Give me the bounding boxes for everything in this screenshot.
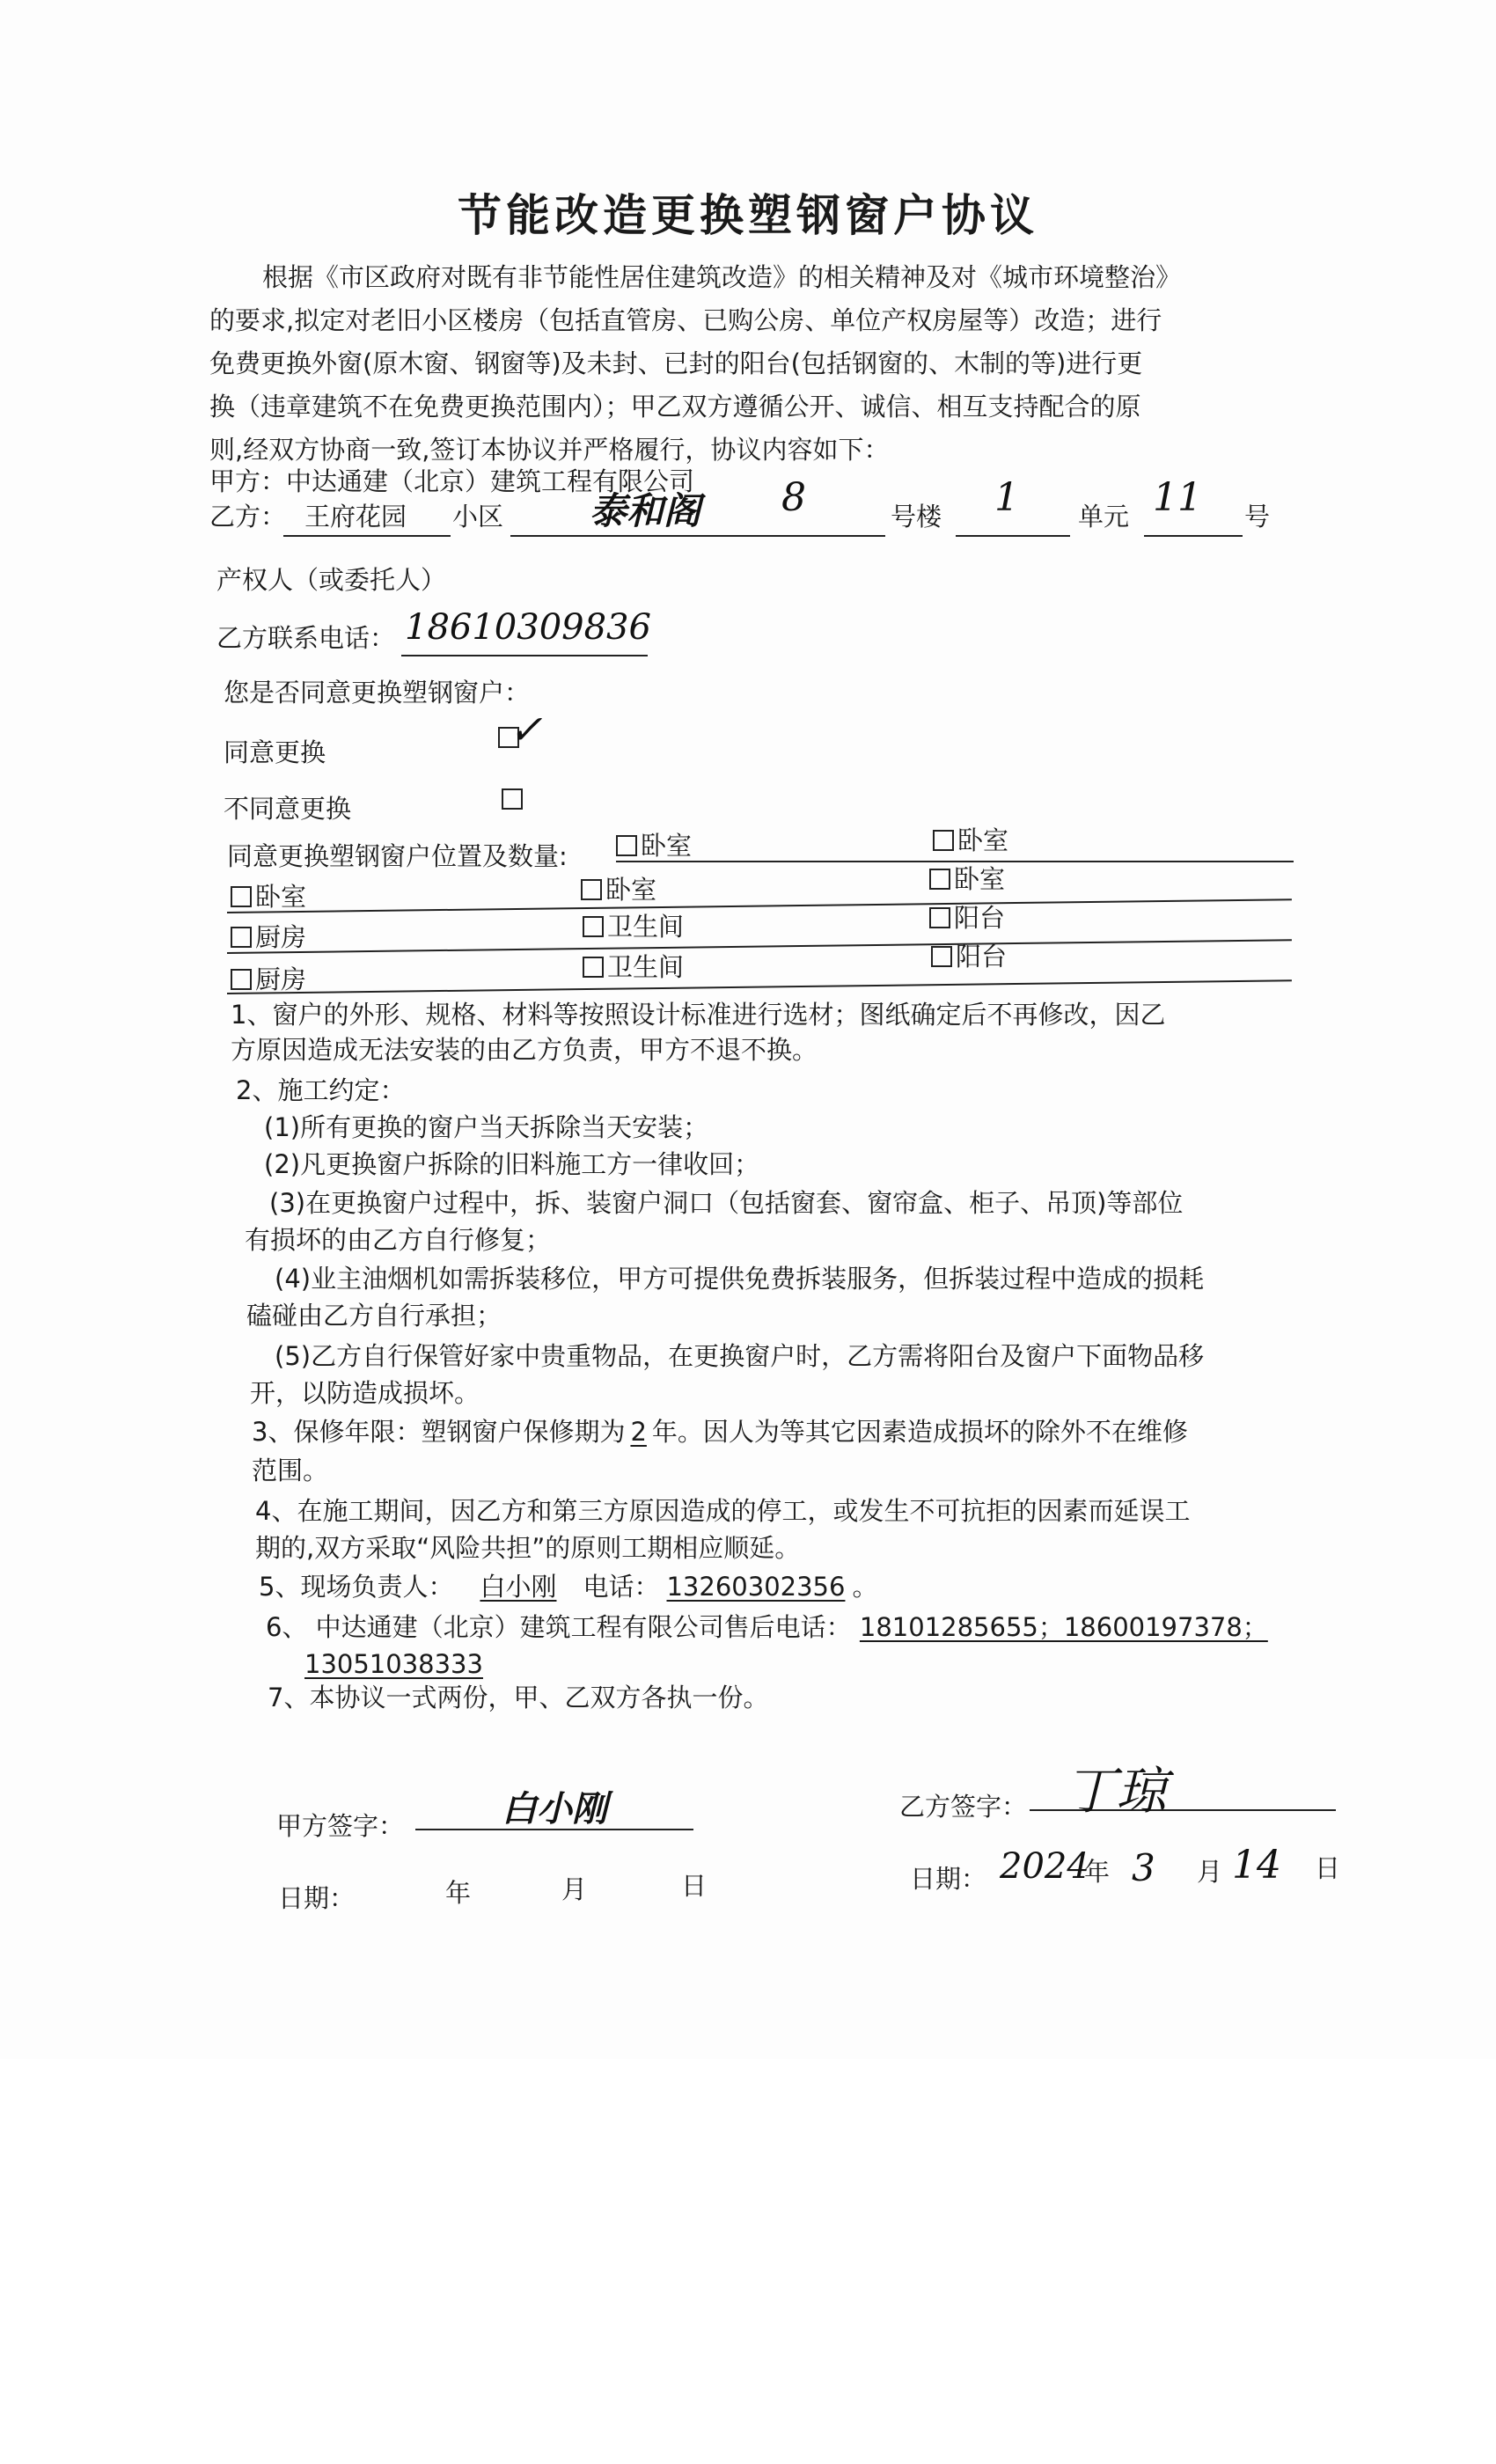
clause-2-4-line: 磕碰由乙方自行承担；	[246, 1301, 502, 1331]
clause-2-heading: 2、施工约定：	[236, 1075, 406, 1105]
clause-2-4-line: (4)业主油烟机如需拆装移位，甲方可提供免费拆装服务，但拆装过程中造成的损耗	[275, 1264, 1205, 1294]
intro-line: 免费更换外窗(原木窗、钢窗等)及未封、已封的阳台(包括钢窗的、木制的等)进行更	[209, 348, 1143, 378]
clause-4-line: 期的,双方采取“风险共担”的原则工期相应顺延。	[255, 1533, 801, 1563]
consent-agree-label: 同意更换	[224, 737, 326, 767]
community-suffix: 小区	[452, 502, 504, 532]
consent-question: 您是否同意更换塑钢窗户：	[224, 678, 531, 708]
room-label: 号	[1244, 502, 1271, 532]
clause-3-line: 范围。	[252, 1456, 329, 1485]
room-option-bedroom[interactable]: 卧室	[616, 831, 692, 861]
date-b-year-handwritten: 2024	[1000, 1846, 1089, 1887]
party-a-line: 甲方：中达通建（北京）建筑工程有限公司	[209, 466, 695, 496]
intro-line: 的要求,拟定对老旧小区楼房（包括直管房、已购公房、单位产权房屋等）改造；进行	[209, 305, 1162, 335]
clause-6-line: 6、 中达通建（北京）建筑工程有限公司售后电话： 18101285655；18600197378；	[266, 1612, 1268, 1642]
signature-a: 白小刚	[502, 1788, 607, 1830]
room-option-bedroom[interactable]: 卧室	[933, 825, 1008, 855]
room-option-balcony[interactable]: 阳台	[929, 903, 1005, 933]
date-b-month-handwritten: 3	[1132, 1846, 1155, 1889]
clause-1-line: 1、窗户的外形、规格、材料等按照设计标准进行选材；图纸确定后不再修改，因乙	[231, 1000, 1166, 1030]
date-a-year: 年	[445, 1878, 472, 1908]
building-label: 号楼	[891, 502, 942, 532]
clause-5-line: 5、现场负责人： 白小刚 电话： 13260302356 。	[259, 1572, 878, 1602]
phone-label: 乙方联系电话：	[216, 623, 396, 653]
clause-6-phone3: 13051038333	[304, 1649, 483, 1679]
signature-b-label: 乙方签字：	[899, 1792, 1028, 1822]
disagree-checkbox[interactable]	[502, 788, 526, 811]
clause-2-5-line: 开，以防造成损坏。	[250, 1378, 480, 1408]
room-option-bedroom[interactable]: 卧室	[581, 875, 656, 905]
consent-disagree-label: 不同意更换	[224, 794, 352, 824]
clause-2-2: (2)凡更换窗户拆除的旧料施工方一律收回；	[264, 1149, 760, 1179]
room-option-kitchen[interactable]: 厨房	[231, 922, 306, 952]
building-name-handwritten: 泰和阁	[590, 489, 701, 532]
intro-line: 换（违章建筑不在免费更换范围内）；甲乙双方遵循公开、诚信、相互支持配合的原	[209, 392, 1141, 422]
clause-4-line: 4、在施工期间，因乙方和第三方原因造成的停工，或发生不可抗拒的因素而延误工	[255, 1496, 1191, 1526]
owner-label: 产权人（或委托人）	[216, 565, 447, 595]
date-b-month-label: 月	[1197, 1857, 1223, 1887]
document-title: 节能改造更换塑钢窗户协议	[458, 190, 1038, 241]
clause-2-3-line: 有损坏的由乙方自行修复；	[245, 1225, 552, 1255]
date-a-month: 月	[561, 1874, 588, 1904]
date-b-year-label: 年	[1084, 1857, 1111, 1887]
party-b-label: 乙方：	[209, 502, 287, 532]
room-option-balcony[interactable]: 阳台	[931, 942, 1007, 972]
room-option-bathroom[interactable]: 卫生间	[583, 912, 684, 942]
room-option-bathroom[interactable]: 卫生间	[583, 952, 684, 982]
intro-line: 根据《市区政府对既有非节能性居住建筑改造》的相关精神及对《城市环境整治》	[262, 262, 1182, 292]
check-mark: ✓	[509, 706, 543, 753]
date-b-day-handwritten: 14	[1232, 1843, 1281, 1888]
room-option-bedroom[interactable]: 卧室	[231, 882, 306, 912]
clause-2-3-line: (3)在更换窗户过程中，拆、装窗户洞口（包括窗套、窗帘盒、柜子、吊顶)等部位	[269, 1188, 1184, 1218]
clause-1-line: 方原因造成无法安装的由乙方负责，甲方不退不换。	[231, 1035, 818, 1065]
clause-7: 7、本协议一式两份，甲、乙双方各执一份。	[268, 1683, 769, 1712]
rooms-label: 同意更换塑钢窗户位置及数量:	[227, 841, 568, 871]
clause-2-1: (1)所有更换的窗户当天拆除当天安装；	[264, 1112, 709, 1142]
unit-label: 单元	[1078, 502, 1130, 532]
room-option-kitchen[interactable]: 厨房	[231, 964, 306, 994]
phone-handwritten: 18610309836	[405, 607, 651, 648]
clause-2-5-line: (5)乙方自行保管好家中贵重物品，在更换窗户时，乙方需将阳台及窗户下面物品移	[275, 1341, 1205, 1371]
date-a-label: 日期：	[278, 1883, 356, 1913]
signature-b: 丁琼	[1065, 1761, 1168, 1821]
clause-3-line: 3、保修年限：塑钢窗户保修期为 2 年。因人为等其它因素造成损坏的除外不在维修	[252, 1417, 1188, 1447]
unit-handwritten: 1	[994, 475, 1019, 520]
intro-line: 则,经双方协商一致,签订本协议并严格履行，协议内容如下：	[209, 435, 890, 465]
date-a-day: 日	[681, 1871, 708, 1901]
date-b-day-label: 日	[1315, 1853, 1341, 1883]
room-option-bedroom[interactable]: 卧室	[929, 864, 1005, 894]
building-number-handwritten: 8	[781, 475, 806, 520]
room-handwritten: 11	[1153, 475, 1202, 520]
date-b-label: 日期：	[910, 1864, 987, 1894]
community-value: 王府花园	[304, 502, 407, 532]
signature-a-label: 甲方签字：	[276, 1811, 405, 1841]
